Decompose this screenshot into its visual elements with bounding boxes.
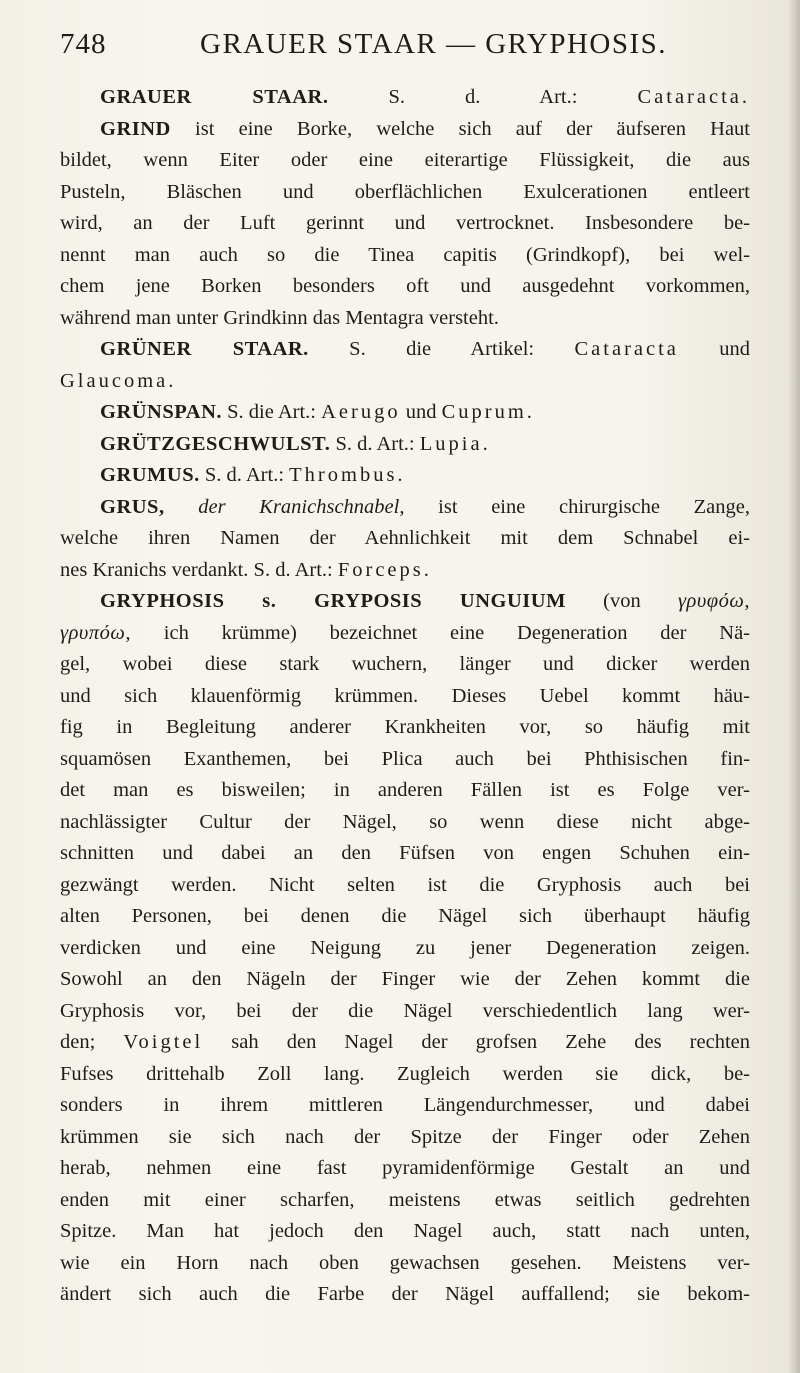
page-header (60, 28, 750, 68)
text-line: ändert sich auch die Farbe der Nägel auffallend; sie bekom- (60, 1283, 750, 1305)
text-line: nachlässigter Cultur der Nägel, so wenn diese nicht abge- (60, 810, 750, 833)
text-line: GRUMUS. S. d. Art.: Thrombus. (100, 464, 406, 486)
text-line: schnitten und dabei an den Füfsen von engen Schuhen ein- (60, 842, 750, 864)
text-line: verdicken und eine Neigung zu jener Degeneration zeigen. (60, 936, 750, 959)
text-line: wie ein Horn nach oben gewachsen gesehen. Meistens ver- (60, 1251, 750, 1274)
text-line: GRUS, der Kranichschnabel, ist eine chirurgische Zange, (100, 495, 750, 518)
text-line: krümmen sie sich nach der Spitze der Finger oder Zehen (60, 1125, 750, 1148)
text-line: GRÜTZGESCHWULST. S. d. Art.: Lupia. (100, 432, 491, 455)
text-line: γρυπόω, ich krümme) bezeichnet eine Degeneration der Nä- (60, 621, 750, 644)
text-line: sonders in ihrem mittleren Längendurchmesser, und dabei (60, 1094, 750, 1116)
text-line: wird, an der Luft gerinnt und vertrocknet. Insbesondere be- (60, 212, 750, 234)
text-line: Sowohl an den Nägeln der Finger wie der Zehen kommt die (60, 968, 750, 990)
text-line: welche ihren Namen der Aehnlichkeit mit dem Schnabel ei- (60, 527, 750, 549)
text-line: Fufses drittehalb Zoll lang. Zugleich werden sie dick, be- (60, 1062, 750, 1085)
running-head: GRAUER STAAR — GRYPHOSIS. (200, 28, 668, 60)
text-line: det man es bisweilen; in anderen Fällen ist es Folge ver- (60, 779, 750, 801)
text-line: herab, nehmen eine fast pyramidenförmige Gestalt an und (60, 1157, 750, 1179)
page-edge-shadow (788, 0, 800, 1373)
text-line: nennt man auch so die Tinea capitis (Grindkopf), bei wel- (60, 243, 750, 266)
text-line: chem jene Borken besonders oft und ausgedehnt vorkommen, (60, 275, 750, 297)
text-line: nes Kranichs verdankt. S. d. Art.: Forceps. (60, 558, 432, 581)
text-line: Pusteln, Bläschen und oberflächlichen Exulcerationen entleert (60, 180, 750, 203)
text-line: bildet, wenn Eiter oder eine eiterartige Flüssigkeit, die aus (60, 149, 750, 171)
text-line: GRÜNER STAAR. S. die Artikel: Cataracta und (100, 338, 750, 360)
page-number: 748 (60, 28, 107, 60)
text-line: gezwängt werden. Nicht selten ist die Gryphosis auch bei (60, 873, 750, 896)
page-body (60, 82, 750, 1311)
text-line: fig in Begleitung anderer Krankheiten vor, so häufig mit (60, 716, 750, 738)
text-line: Glaucoma. (60, 369, 174, 392)
text-line: alten Personen, bei denen die Nägel sich überhaupt häufig (60, 905, 750, 927)
text-line: während man unter Grindkinn das Mentagra versteht. (60, 306, 499, 329)
text-line: GRYPHOSIS s. GRYPOSIS UNGUIUM (von γρυφόω, (100, 590, 750, 612)
text-line: und sich klauenförmig krümmen. Dieses Uebel kommt häu- (60, 684, 750, 707)
text-line: GRAUER STAAR. S. d. Art.: Cataracta. (100, 86, 750, 108)
text-line: GRÜNSPAN. S. die Art.: Aerugo und Cuprum. (100, 401, 535, 423)
text-line: Gryphosis vor, bei der die Nägel verschiedentlich lang wer- (60, 999, 750, 1022)
text-line: enden mit einer scharfen, meistens etwas seitlich gedrehten (60, 1188, 750, 1211)
text-line: gel, wobei diese stark wuchern, länger und dicker werden (60, 653, 750, 675)
text-line: Spitze. Man hat jedoch den Nagel auch, statt nach unten, (60, 1220, 750, 1242)
text-line: den; Voigtel sah den Nagel der grofsen Zehe des rechten (60, 1031, 750, 1053)
text-line: GRIND ist eine Borke, welche sich auf der äufseren Haut (100, 117, 750, 140)
text-line: squamösen Exanthemen, bei Plica auch bei Phthisischen fin- (60, 747, 750, 770)
